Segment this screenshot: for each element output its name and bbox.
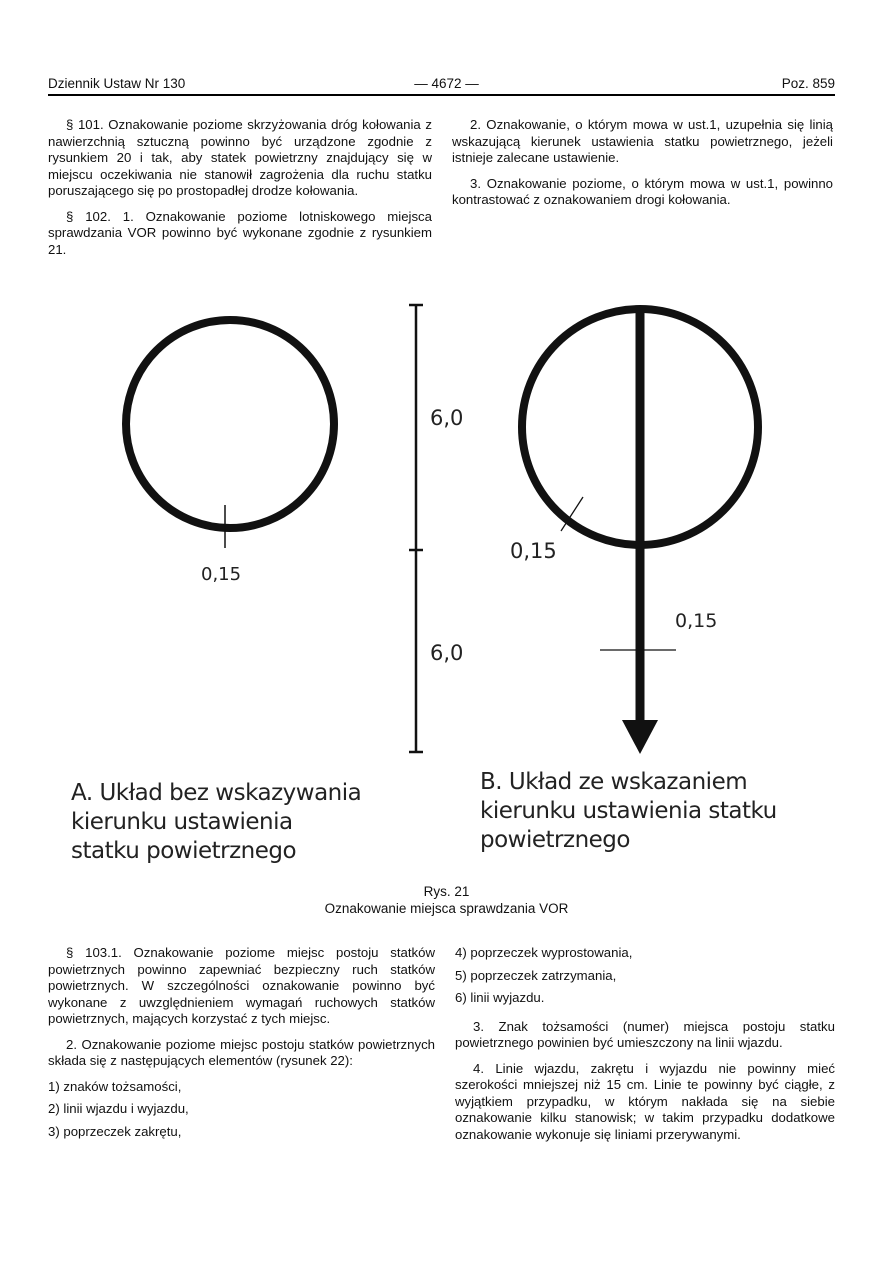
top-left-column [48, 117, 432, 267]
caption-b [480, 768, 777, 855]
bottom-right-column [455, 945, 835, 1152]
dimension-upper-label: 6,0 [430, 406, 464, 430]
figure-number: Rys. 21 [423, 884, 470, 899]
caption-a-line-3: statku powietrznego [71, 838, 297, 864]
vor-marking-figure [0, 290, 893, 770]
paragraph-102-2: 2. Oznakowanie, o którym mowa w ust.1, uzupełnia się linią wskazującą kierunek ustawienia statku powietrznego, jeżeli istnieje zalecane ustawienie. [452, 117, 833, 165]
direction-arrowhead [622, 720, 658, 754]
list-item-5: 5) poprzeczek zatrzymania, [455, 967, 617, 983]
caption-b-line-1: B. Układ ze wskazaniem [480, 769, 748, 795]
position-number: Poz. 859 [781, 76, 835, 91]
width-label-b: 0,15 [510, 539, 557, 563]
top-right-column [452, 117, 833, 218]
paragraph-103-2: 2. Oznakowanie poziome miejsc postoju statków powietrznych składa się z następujących elementów (rysunek 22): [48, 1036, 435, 1068]
paragraph-103-3: 3. Znak tożsamości (numer) miejsca postoju statku powietrznego powinien być umieszczony na linii wjazdu. [455, 1018, 835, 1050]
width-label-arrow: 0,15 [675, 610, 718, 632]
paragraph-103-1: § 103.1. Oznakowanie poziome miejsc postoju statków powietrznych powinno zapewniać bezpieczny ruch statków powietrznych. W szczególności oznakowanie powinno być wykonane z uwzględnieniem wymagań ruchowych statków powietrznych, mających korzystać z tych miejsc. [48, 945, 435, 1026]
list-item-4: 4) poprzeczek wyprostowania, [455, 945, 633, 960]
caption-b-line-2: kierunku ustawienia statku [480, 798, 777, 824]
circle-a [126, 320, 334, 528]
paragraph-103-4: 4. Linie wjazdu, zakrętu i wyjazdu nie powinny mieć szerokości mniejszej niż 15 cm. Linie te powinny być ciągłe, z wyjątkiem przypadku, w którym nakłada się na siebie oznakowanie kilku stanowisk; w takim przypadku dodatkowe oznakowanie wykonuje się liniami przerywanymi. [455, 1060, 835, 1142]
paragraph-102-3: 3. Oznakowanie poziome, o którym mowa w ust.1, powinno kontrastować z oznakowaniem drogi kołowania. [452, 175, 833, 207]
caption-a [71, 779, 361, 866]
figure-title: Oznakowanie miejsca sprawdzania VOR [324, 901, 569, 916]
page-number: — 4672 — [414, 76, 479, 91]
list-item-3: 3) poprzeczek zakrętu, [48, 1123, 182, 1139]
paragraph-101: § 101. Oznakowanie poziome skrzyżowania dróg kołowania z nawierzchnią sztuczną powinno być urządzone zgodnie z rysunkiem 20 i tak, aby statek powietrzny znajdujący się w miejscu oczekiwania nie stanowił zagrożenia dla ruchu statku poruszającego się po prostopadłej drodze kołowania. [48, 117, 432, 198]
bottom-left-column [48, 945, 435, 1146]
dimension-lower-label: 6,0 [430, 641, 464, 665]
caption-a-line-2: kierunku ustawienia [71, 809, 293, 835]
caption-b-line-3: powietrznego [480, 827, 630, 853]
journal-title: Dziennik Ustaw Nr 130 [48, 76, 186, 91]
paragraph-102: § 102. 1. Oznakowanie poziome lotniskowego miejsca sprawdzania VOR powinno być wykonane zgodnie z rysunkiem 21. [48, 208, 432, 257]
caption-a-line-1: A. Układ bez wskazywania [71, 780, 362, 806]
list-item-6: 6) linii wyjazdu. [455, 990, 545, 1005]
list-item-2: 2) linii wjazdu i wyjazdu, [48, 1101, 189, 1116]
header-rule [48, 94, 835, 96]
width-label-a: 0,15 [201, 564, 242, 585]
list-item-1: 1) znaków tożsamości, [48, 1078, 182, 1094]
